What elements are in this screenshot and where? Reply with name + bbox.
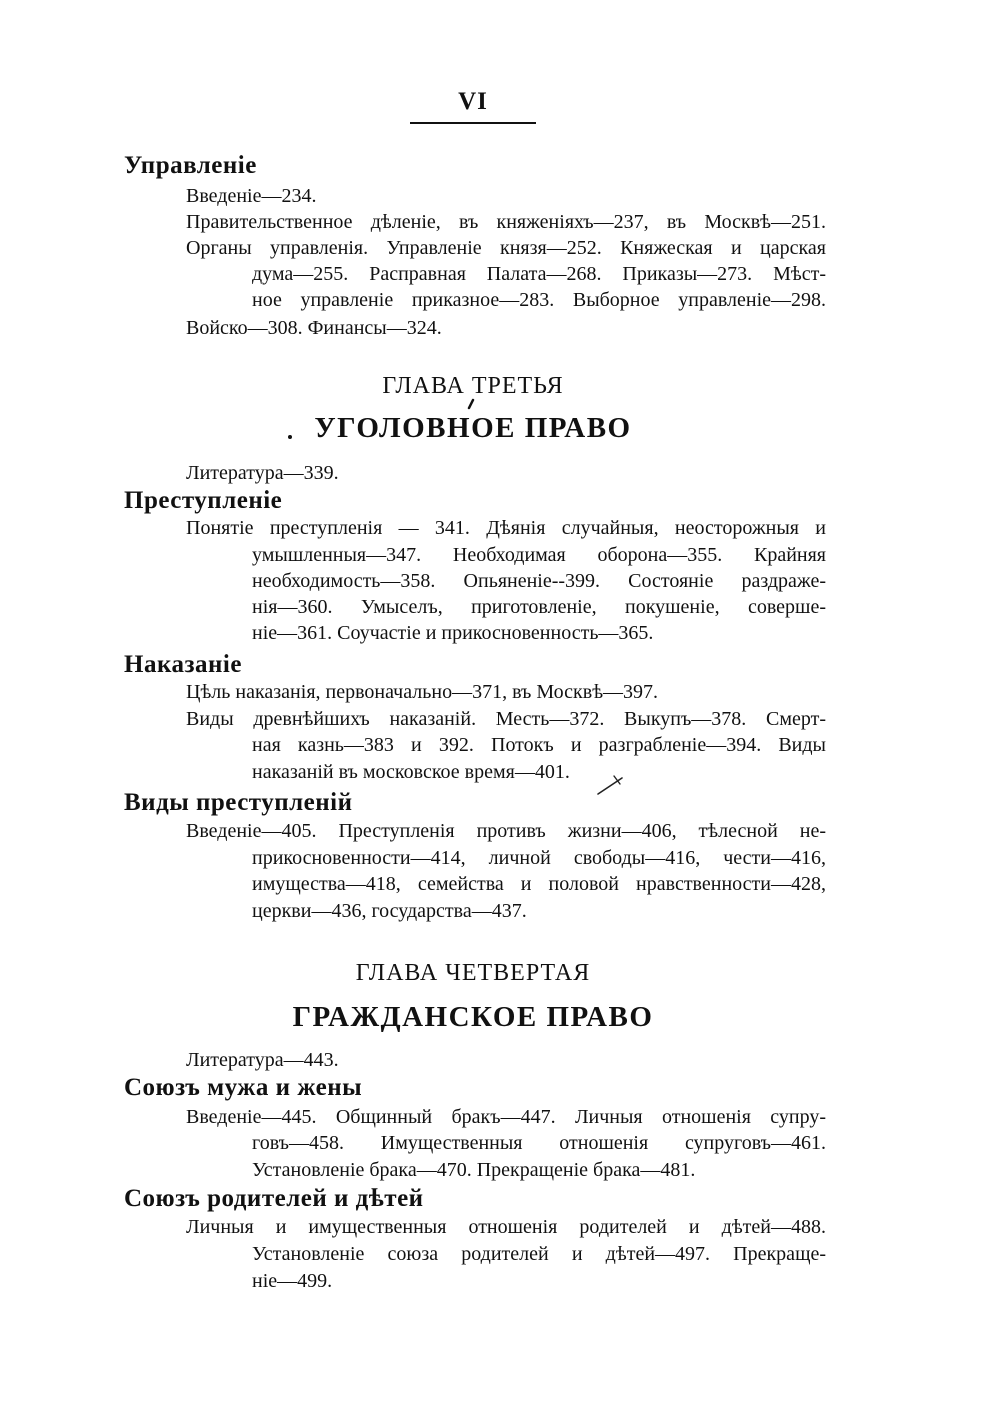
toc-line: необходимость—358. Опьяненіе--399. Состояніе раздраже- [252,570,826,592]
pencil-mark-decoration [596,772,626,798]
section-heading-upravlenie: Управленіе [124,152,257,179]
toc-line: наказаній въ московское время—401. [252,761,570,783]
section-heading-soyuz-muzha-i-zheny: Союзъ мужа и жены [124,1074,363,1101]
toc-line: дума—255. Расправная Палата—268. Приказы—273. Мѣст- [252,263,826,285]
toc-line: Правительственное дѣленіе, въ княженіяхъ—237, въ Москвѣ—251. [186,211,826,233]
toc-line: Установленіе союза родителей и дѣтей—497. Прекраще- [252,1243,826,1265]
toc-line: ніе—499. [252,1270,333,1292]
page-number: VI [458,88,488,115]
toc-line: ная казнь—383 и 392. Потокъ и разграбленіе—394. Виды [252,734,826,756]
toc-line: Введеніе—234. [186,185,317,207]
ink-mark-decoration [466,398,476,410]
toc-line: Цѣль наказанія, первоначально—371, въ Москвѣ—397. [186,681,659,703]
page-number-rule [410,122,536,124]
toc-line: Введеніе—405. Преступленія противъ жизни—406, тѣлесной не- [186,820,826,842]
section-heading-vidy-prestupleniy: Виды преступленій [124,789,353,816]
toc-line: Личныя и имущественныя отношенія родителей и дѣтей—488. [186,1216,826,1238]
chapter-title: ГРАЖДАНСКОЕ ПРАВО [292,1001,654,1033]
toc-line: имущества—418, семейства и половой нравственности—428, [252,873,826,895]
section-heading-prestuplenie: Преступленіе [124,487,283,514]
chapter-title: УГОЛОВНОЕ ПРАВО [314,412,632,444]
toc-line: церкви—436, государства—437. [252,900,527,922]
literature-line: Литература—443. [186,1049,339,1071]
toc-line: умышленныя—347. Необходимая оборона—355. Крайняя [252,544,826,566]
literature-line: Литература—339. [186,462,339,484]
toc-line: говъ—458. Имущественныя отношенія супруговъ—461. [252,1132,826,1154]
toc-line: Органы управленія. Управленіе князя—252. Княжеская и царская [186,237,826,259]
ink-dot-decoration [287,434,293,440]
toc-line: Установленіе брака—470. Прекращеніе брака—481. [252,1159,696,1181]
toc-line: нія—360. Умыселъ, приготовленіе, покушеніе, соверше- [252,596,826,618]
toc-line: Понятіе преступленія — 341. Дѣянія случайныя, неосторожныя и [186,517,826,539]
toc-line: Введеніе—445. Общинный бракъ—447. Личныя отношенія супру- [186,1106,826,1128]
chapter-label: ГЛАВА ТРЕТЬЯ [382,373,564,399]
toc-line: прикосновенности—414, личной свободы—416, чести—416, [252,847,826,869]
toc-line: Войско—308. Финансы—324. [186,317,442,339]
toc-line: Виды древнѣйшихъ наказаній. Месть—372. Выкупъ—378. Смерт- [186,708,826,730]
toc-line: ное управленіе приказное—283. Выборное управленіе—298. [252,289,826,311]
chapter-label: ГЛАВА ЧЕТВЕРТАЯ [355,960,591,986]
section-heading-nakazanie: Наказаніе [124,651,242,678]
toc-line: ніе—361. Соучастіе и прикосновенность—365. [252,622,654,644]
section-heading-soyuz-roditeley-i-detey: Союзъ родителей и дѣтей [124,1185,424,1212]
